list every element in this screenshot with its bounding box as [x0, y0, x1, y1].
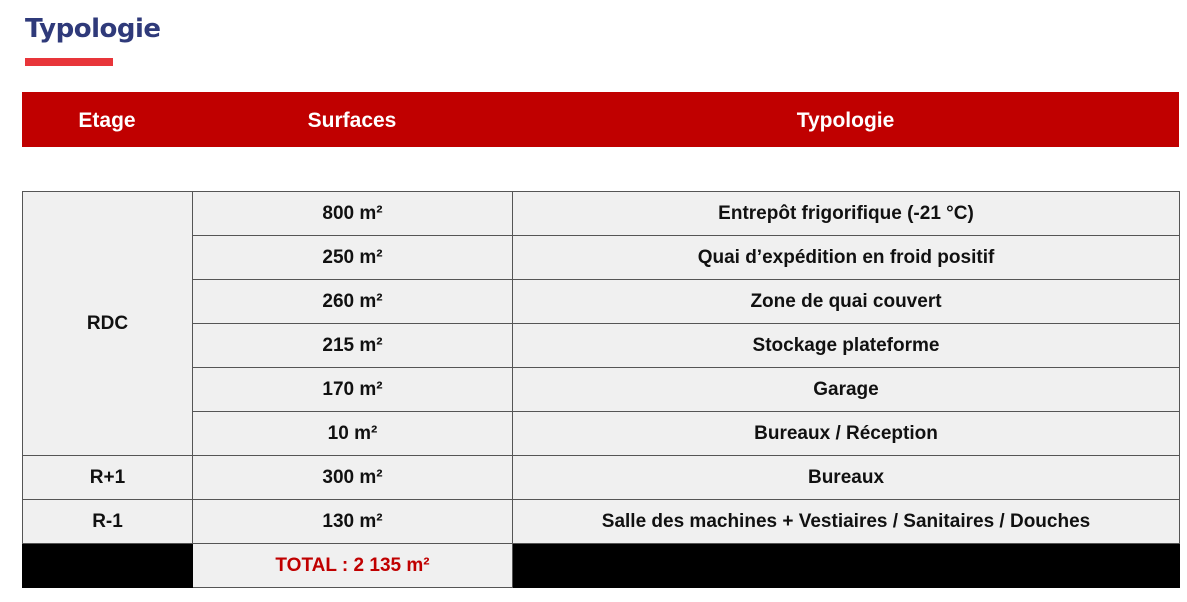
table-header: [22, 92, 1179, 147]
etage-cell-rdc: RDC: [23, 192, 193, 456]
surface-cell: 300 m²: [193, 456, 513, 500]
surface-cell: 215 m²: [193, 324, 513, 368]
typologie-cell: Zone de quai couvert: [513, 280, 1180, 324]
header-etage: Etage: [78, 109, 136, 132]
header-typologie: Typologie: [796, 109, 895, 132]
typologie-cell: Quai d’expédition en froid positif: [513, 236, 1180, 280]
surface-cell: 170 m²: [193, 368, 513, 412]
total-row: [23, 544, 1180, 588]
surface-table: [22, 191, 1180, 588]
surface-cell: 10 m²: [193, 412, 513, 456]
table-row: [23, 412, 1180, 456]
typologie-cell: Salle des machines + Vestiaires / Sanitaires / Douches: [513, 500, 1180, 544]
total-blank-right: [513, 544, 1180, 588]
total-cell: TOTAL : 2 135 m²: [193, 544, 513, 588]
table-row: [23, 280, 1180, 324]
header-surfaces: Surfaces: [307, 109, 397, 132]
table-row: [23, 456, 1180, 500]
surface-cell: 260 m²: [193, 280, 513, 324]
table-row: [23, 236, 1180, 280]
typologie-cell: Stockage plateforme: [513, 324, 1180, 368]
etage-cell-r1: R+1: [23, 456, 193, 500]
etage-cell-rm1: R-1: [23, 500, 193, 544]
typologie-cell: Garage: [513, 368, 1180, 412]
total-blank-left: [23, 544, 193, 588]
table-row: [23, 192, 1180, 236]
page-title: Typologie: [25, 14, 161, 44]
table-row: [23, 368, 1180, 412]
typologie-cell: Entrepôt frigorifique (-21 °C): [513, 192, 1180, 236]
title-underline: [25, 58, 113, 66]
table-row: [23, 500, 1180, 544]
table-row: [23, 324, 1180, 368]
typologie-cell: Bureaux / Réception: [513, 412, 1180, 456]
surface-cell: 130 m²: [193, 500, 513, 544]
typologie-cell: Bureaux: [513, 456, 1180, 500]
surface-cell: 800 m²: [193, 192, 513, 236]
surface-cell: 250 m²: [193, 236, 513, 280]
